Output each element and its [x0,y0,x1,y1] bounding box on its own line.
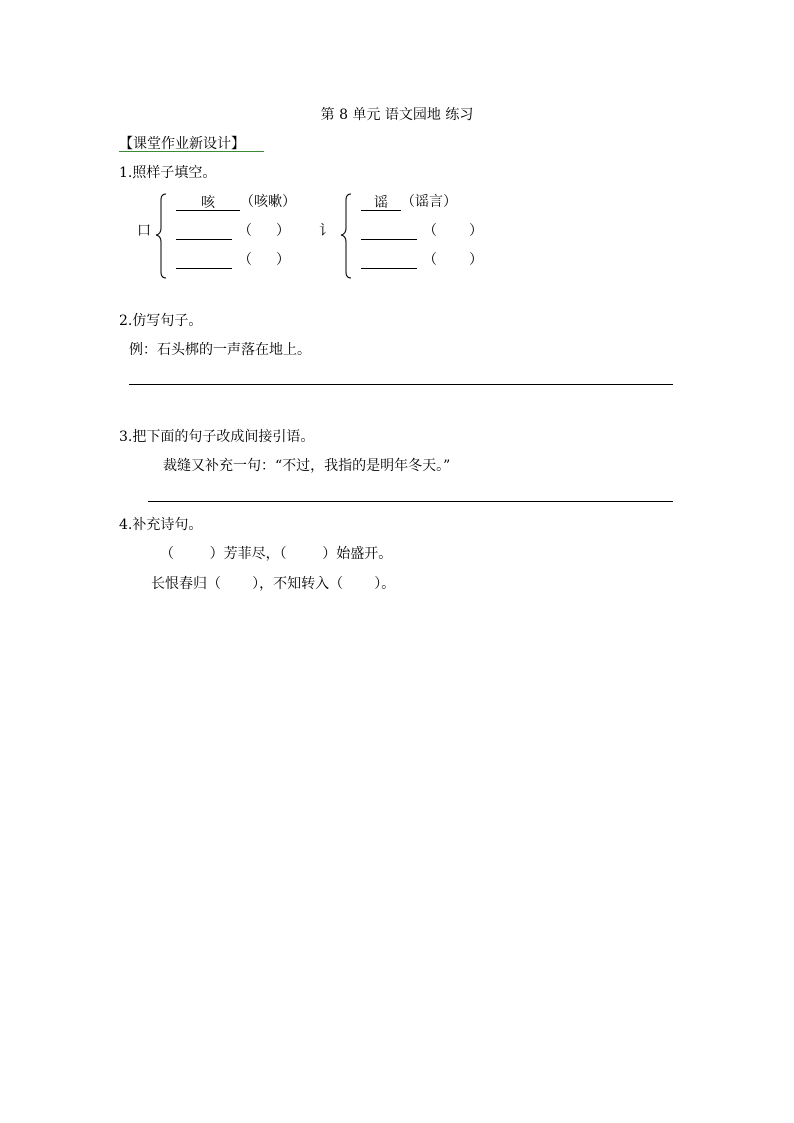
brace-left-yan [341,192,361,282]
q4-line-2[interactable]: 长恨春归（ ），不知转入（ ）。 [151,576,396,592]
example-word: （咳嗽） [240,194,296,210]
example-word: （谣言） [401,194,457,210]
char-blank[interactable] [361,252,417,269]
example-char-blank: 咳 [176,194,240,211]
char-blank[interactable] [361,223,417,240]
q1-answer-row[interactable]: （ ） [176,222,290,240]
char-blank[interactable] [176,223,232,240]
q1-example-row-1 [176,193,296,211]
radical-yan: 讠 [319,223,333,239]
q4-line-1[interactable]: （ ）芳菲尽，（ ）始盛开。 [160,546,393,562]
q2-example: 例：石头梆的一声落在地上。 [129,342,311,358]
brace-left-kou [156,192,176,282]
example-char-blank: 谣 [361,194,401,211]
q3-answer-line[interactable] [148,501,673,502]
q1-answer-row[interactable]: （ ） [361,222,483,240]
q2-prompt: 2.仿写句子。 [119,313,203,329]
char-blank[interactable] [176,252,232,269]
q2-answer-line[interactable] [129,384,673,385]
q1-example-row-2 [361,193,457,211]
q1-answer-row[interactable]: （ ） [176,251,290,269]
q3-prompt: 3.把下面的句子改成间接引语。 [119,429,315,445]
section-tag: 【课堂作业新设计】 [119,136,245,152]
q3-sentence: 裁缝又补充一句：“不过，我指的是明年冬天。” [163,458,451,474]
page-title: 第 8 单元 语文园地 练习 [320,107,474,123]
q1-prompt: 1.照样子填空。 [119,165,217,181]
radical-kou: 口 [137,223,151,239]
q1-answer-row[interactable]: （ ） [361,251,483,269]
q4-prompt: 4.补充诗句。 [119,517,203,533]
section-tag-underline [119,151,264,152]
